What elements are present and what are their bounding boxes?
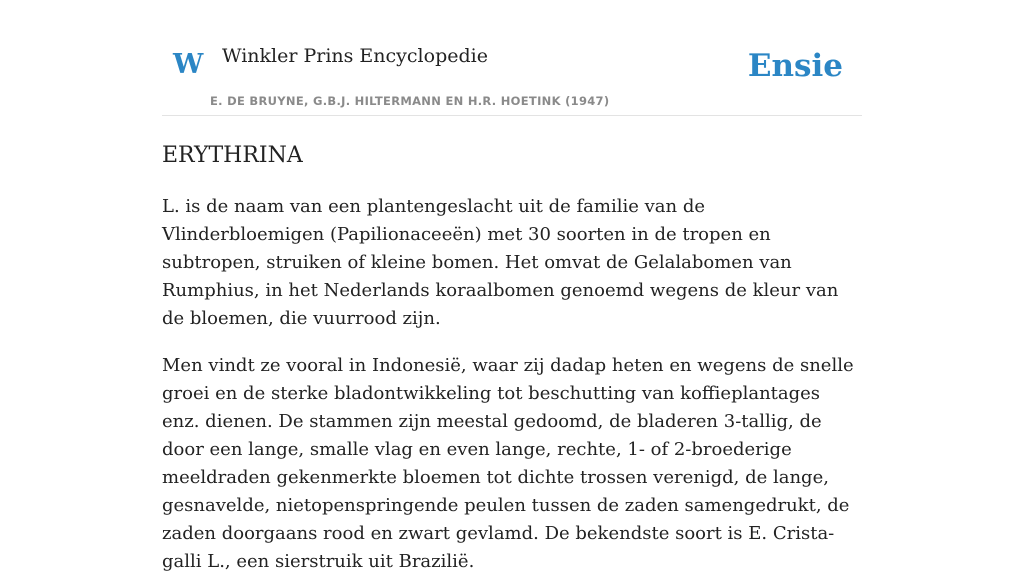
entry-title: ERYTHRINA <box>162 143 303 168</box>
site-header <box>162 0 862 116</box>
entry-paragraph-2: Men vindt ze vooral in Indonesië, waar zij dadap heten en wegens de snelle groei en de sterke bladontwikkeling tot beschutting van koffieplantages enz. dienen. De stammen zijn meestal gedoomd, de bladeren 3-tallig, de door een lange, smalle vlag en even lange, rechte, 1- of 2-broederige meeldraden gekenmerkte bloemen tot dichte trossen verenigd, de lange, gesnavelde, nietopenspringende peulen tussen de zaden samengedrukt, de zaden doorgaans rood en zwart gevlamd. De bekendste soort is E. Crista-galli L., een sierstruik uit Brazilië. <box>162 355 854 573</box>
site-title[interactable]: Winkler Prins Encyclopedie <box>222 45 488 67</box>
page <box>162 0 862 576</box>
site-logo-icon[interactable]: W <box>173 49 204 80</box>
brand-logo[interactable]: Ensie <box>747 48 843 84</box>
authors-line: E. DE BRUYNE, G.B.J. HILTERMANN EN H.R. HOETINK (1947) <box>210 94 610 108</box>
entry-paragraph-1: L. is de naam van een plantengeslacht uit de familie van de Vlinderbloemigen (Papilionaceeën) met 30 soorten in de tropen en subtropen, struiken of kleine bomen. Het omvat de Gelalabomen van Rumphius, in het Nederlands koraalbomen genoemd wegens de kleur van de bloemen, die vuurrood zijn. <box>162 196 839 330</box>
